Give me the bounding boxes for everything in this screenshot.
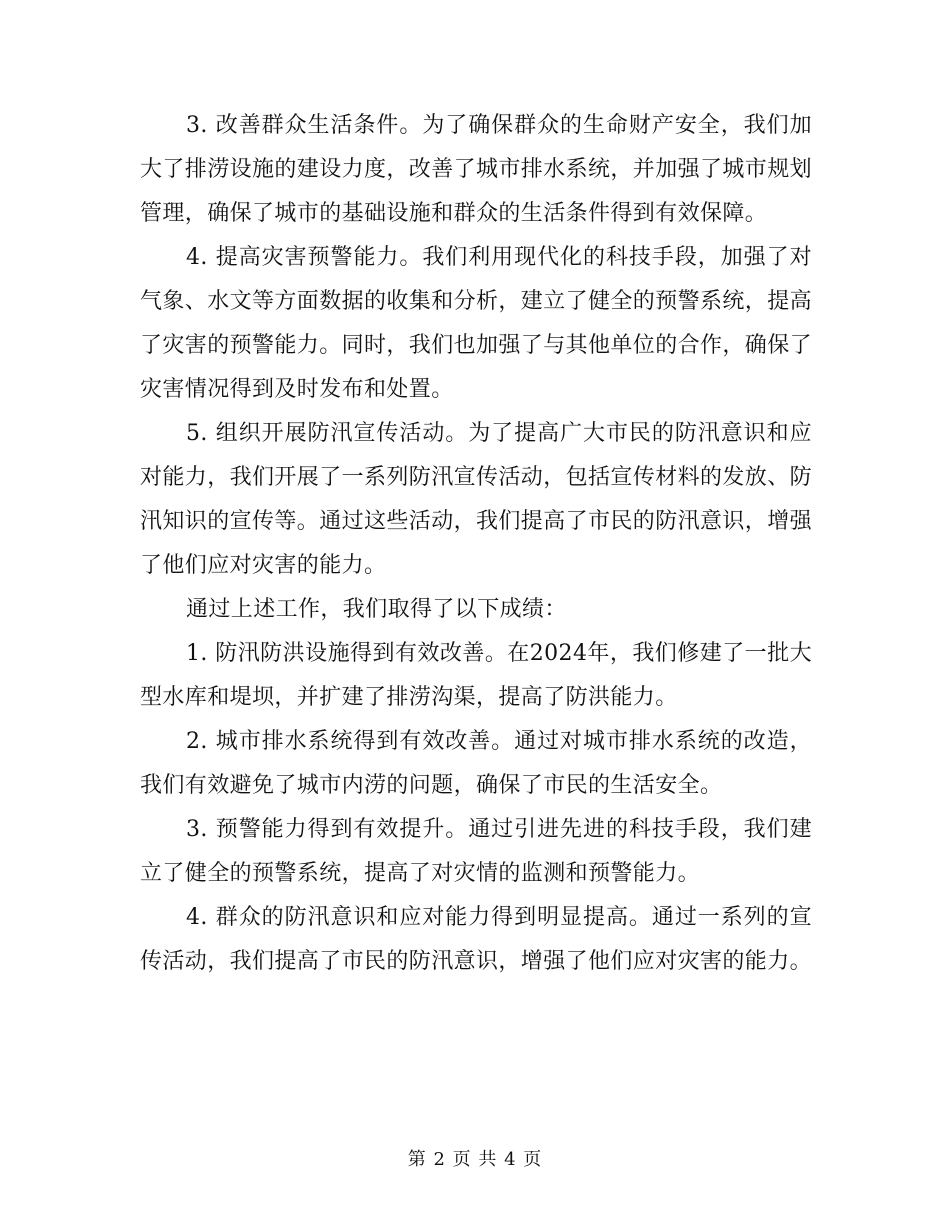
paragraph-result-1-facilities: 1. 防汛防洪设施得到有效改善。在2024年，我们修建了一批大型水库和堤坝，并扩建了排涝沟渠，提高了防洪能力。 bbox=[140, 641, 812, 710]
paragraph-item-4-warning-capability: 4. 提高灾害预警能力。我们利用现代化的科技手段，加强了对气象、水文等方面数据的收集和分析，建立了健全的预警系统，提高了灾害的预警能力。同时，我们也加强了与其他单位的合作，确保了灾害情况得到及时发布和处置。 bbox=[140, 245, 813, 402]
paragraph-result-4-awareness: 4. 群众的防汛意识和应对能力得到明显提高。通过一系列的宣传活动，我们提高了市民的防汛意识，增强了他们应对灾害的能力。 bbox=[140, 905, 813, 974]
paragraph-item-3-improve-living: 3. 改善群众生活条件。为了确保群众的生命财产安全，我们加大了排涝设施的建设力度，改善了城市排水系统，并加强了城市规划管理，确保了城市的基础设施和群众的生活条件得到有效保障。 bbox=[140, 113, 813, 226]
paragraph-item-5-publicity: 5. 组织开展防汛宣传活动。为了提高广大市民的防汛意识和应对能力，我们开展了一系列防汛宣传活动，包括宣传材料的发放、防汛知识的宣传等。通过这些活动，我们提高了市民的防汛意识，增强了他们应对灾害的能力。 bbox=[140, 421, 813, 578]
paragraph-results-intro: 通过上述工作，我们取得了以下成绩： bbox=[186, 597, 567, 622]
document-body bbox=[140, 104, 812, 984]
paragraph-result-3-warning: 3. 预警能力得到有效提升。通过引进先进的科技手段，我们建立了健全的预警系统，提高了对灾情的监测和预警能力。 bbox=[140, 817, 812, 886]
page-number-footer: 第 2 页 共 4 页 bbox=[407, 1149, 543, 1170]
paragraph-result-2-drainage: 2. 城市排水系统得到有效改善。通过对城市排水系统的改造，我们有效避免了城市内涝的问题，确保了市民的生活安全。 bbox=[140, 729, 812, 798]
